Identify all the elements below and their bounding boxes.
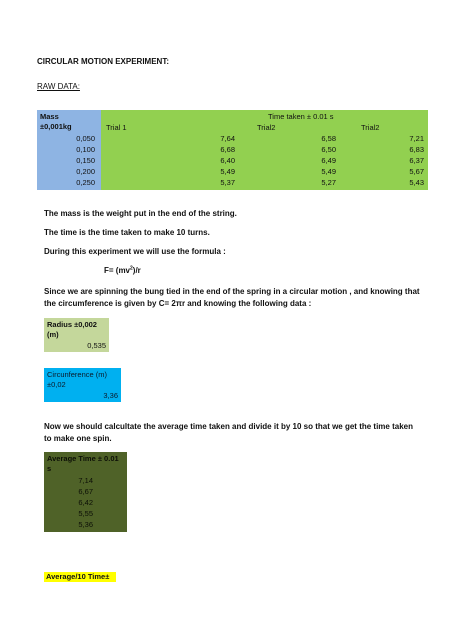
- paragraph-average-line-2: to make one spin.: [44, 434, 112, 443]
- radius-box: [44, 318, 109, 352]
- raw-data-heading: RAW DATA:: [37, 82, 80, 91]
- paragraph-time: The time is the time taken to make 10 turns.: [44, 228, 210, 237]
- average-time-value: 6,42: [78, 498, 93, 507]
- document-title: CIRCULAR MOTION EXPERIMENT:: [37, 57, 169, 66]
- average-time-value: 5,55: [78, 509, 93, 518]
- mass-cell: 0,100: [76, 145, 95, 154]
- trial-2-cell: 5,27: [321, 178, 336, 187]
- circumference-label: Circunference (m): [47, 370, 108, 379]
- trial-3-cell: 6,83: [409, 145, 424, 154]
- radius-unit: (m): [47, 330, 59, 339]
- paragraph-circumference-line-2: the circumference is given by C= 2πr and knowing the following data :: [44, 299, 312, 308]
- time-taken-header: Time taken ± 0.01 s: [268, 112, 334, 121]
- formula-part-b: )/r: [132, 266, 141, 275]
- trial-2-cell: 5,49: [321, 167, 336, 176]
- average-time-box: [44, 452, 127, 532]
- average-per-10-highlight: [44, 572, 116, 582]
- formula: [104, 266, 141, 276]
- trial-2-cell: 6,58: [321, 134, 336, 143]
- radius-label: Radius ±0,002: [47, 320, 97, 329]
- formula-exponent: 2: [130, 265, 133, 272]
- circumference-box: [44, 368, 121, 402]
- trial-3-cell: 5,67: [409, 167, 424, 176]
- trial-2-cell: 6,49: [321, 156, 336, 165]
- trial-1-cell: 6,40: [220, 156, 235, 165]
- paragraph-mass: The mass is the weight put in the end of the string.: [44, 209, 237, 218]
- time-taken-area: [101, 110, 428, 190]
- trial-2-header: Trial2: [257, 123, 276, 132]
- mass-cell: 0,250: [76, 178, 95, 187]
- trial-3-header: Trial2: [361, 123, 380, 132]
- circumference-value: 3,36: [103, 391, 118, 400]
- radius-value: 0,535: [87, 341, 106, 350]
- average-time-value: 5,36: [78, 520, 93, 529]
- mass-header: Mass: [40, 112, 59, 121]
- formula-part-a: F= (mv: [104, 266, 131, 275]
- mass-cell: 0,050: [76, 134, 95, 143]
- trial-3-cell: 6,37: [409, 156, 424, 165]
- average-time-label: Average Time ± 0.01: [47, 454, 119, 463]
- trial-3-cell: 5,43: [409, 178, 424, 187]
- trial-2-cell: 6,50: [321, 145, 336, 154]
- average-time-value: 6,67: [78, 487, 93, 496]
- trial-1-cell: 6,68: [220, 145, 235, 154]
- mass-uncertainty-header: ±0,001kg: [40, 122, 72, 131]
- mass-cell: 0,200: [76, 167, 95, 176]
- circumference-uncertainty: ±0,02: [47, 380, 66, 389]
- trial-1-cell: 7,64: [220, 134, 235, 143]
- paragraph-circumference-line-1: Since we are spinning the bung tied in the end of the spring in a circular motion , and knowing that: [44, 287, 420, 296]
- average-time-value: 7,14: [78, 476, 93, 485]
- trial-1-cell: 5,49: [220, 167, 235, 176]
- raw-data-table: [37, 110, 428, 190]
- paragraph-formula-intro: During this experiment we will use the formula :: [44, 247, 226, 256]
- paragraph-average-line-1: Now we should calcultate the average time taken and divide it by 10 so that we get the time taken: [44, 422, 413, 431]
- trial-3-cell: 7,21: [409, 134, 424, 143]
- mass-column: [37, 110, 101, 190]
- trial-1-cell: 5,37: [220, 178, 235, 187]
- trial-1-header: Trial 1: [106, 123, 127, 132]
- average-time-unit: s: [47, 464, 52, 473]
- mass-cell: 0,150: [76, 156, 95, 165]
- average-per-10-label: Average/10 Time±: [46, 572, 110, 581]
